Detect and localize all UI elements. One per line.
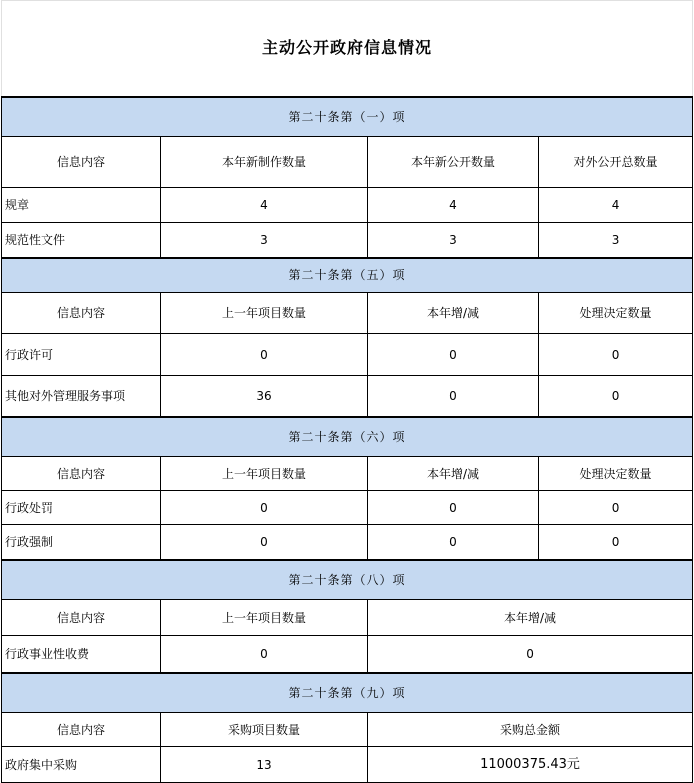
table-cell: 4 <box>368 188 539 223</box>
table-cell: 3 <box>161 223 368 258</box>
table-cell: 3 <box>539 223 693 258</box>
column-header: 本年新制作数量 <box>161 137 368 188</box>
table-cell: 0 <box>161 334 368 376</box>
table-cell: 0 <box>368 334 539 376</box>
table-cell: 0 <box>368 491 539 525</box>
header-row <box>2 137 693 188</box>
column-header: 对外公开总数量 <box>539 137 693 188</box>
table-cell: 0 <box>539 376 693 417</box>
row-label: 行政处罚 <box>2 491 161 525</box>
column-header: 采购总金额 <box>368 713 693 747</box>
table-row <box>2 376 693 417</box>
section-heading-4: 第二十条第（八）项 <box>2 560 693 600</box>
page-title: 主动公开政府信息情况 <box>2 1 693 97</box>
table-cell: 3 <box>368 223 539 258</box>
table-cell: 36 <box>161 376 368 417</box>
table-cell: 13 <box>161 747 368 783</box>
section-heading-5: 第二十条第（九）项 <box>2 673 693 713</box>
disclosure-table <box>1 0 693 783</box>
column-header: 上一年项目数量 <box>161 600 368 636</box>
table-cell: 0 <box>539 525 693 560</box>
row-label: 其他对外管理服务事项 <box>2 376 161 417</box>
section-heading-1: 第二十条第（一）项 <box>2 97 693 137</box>
row-label: 政府集中采购 <box>2 747 161 783</box>
section-row <box>2 258 693 293</box>
column-header: 信息内容 <box>2 457 161 491</box>
column-header: 信息内容 <box>2 137 161 188</box>
table-row <box>2 223 693 258</box>
column-header: 本年增/减 <box>368 293 539 334</box>
section-row <box>2 560 693 600</box>
table-row <box>2 747 693 783</box>
title-row <box>2 1 693 97</box>
section-heading-3: 第二十条第（六）项 <box>2 417 693 457</box>
header-row <box>2 457 693 491</box>
header-row <box>2 713 693 747</box>
table-cell: 0 <box>161 525 368 560</box>
table-cell: 4 <box>161 188 368 223</box>
column-header: 上一年项目数量 <box>161 293 368 334</box>
table-cell: 4 <box>539 188 693 223</box>
column-header: 处理决定数量 <box>539 457 693 491</box>
table-cell: 0 <box>539 334 693 376</box>
table-cell: 0 <box>161 491 368 525</box>
table-row <box>2 188 693 223</box>
section-row <box>2 673 693 713</box>
column-header: 信息内容 <box>2 600 161 636</box>
column-header: 信息内容 <box>2 293 161 334</box>
table-row <box>2 636 693 673</box>
row-label: 规范性文件 <box>2 223 161 258</box>
column-header: 本年增/减 <box>368 457 539 491</box>
section-row <box>2 417 693 457</box>
section-heading-2: 第二十条第（五）项 <box>2 258 693 293</box>
row-label: 行政许可 <box>2 334 161 376</box>
column-header: 信息内容 <box>2 713 161 747</box>
column-header: 处理决定数量 <box>539 293 693 334</box>
table-cell: 0 <box>368 636 693 673</box>
table-row <box>2 525 693 560</box>
header-row <box>2 600 693 636</box>
column-header: 本年增/减 <box>368 600 693 636</box>
table-cell: 0 <box>368 376 539 417</box>
column-header: 上一年项目数量 <box>161 457 368 491</box>
table-cell: 0 <box>161 636 368 673</box>
table-cell: 0 <box>539 491 693 525</box>
column-header: 本年新公开数量 <box>368 137 539 188</box>
table-row <box>2 334 693 376</box>
column-header: 采购项目数量 <box>161 713 368 747</box>
table-cell: 0 <box>368 525 539 560</box>
table-row <box>2 491 693 525</box>
row-label: 规章 <box>2 188 161 223</box>
row-label: 行政事业性收费 <box>2 636 161 673</box>
header-row <box>2 293 693 334</box>
section-row <box>2 97 693 137</box>
total-amount-cell: 11000375.43元 <box>368 747 693 783</box>
row-label: 行政强制 <box>2 525 161 560</box>
